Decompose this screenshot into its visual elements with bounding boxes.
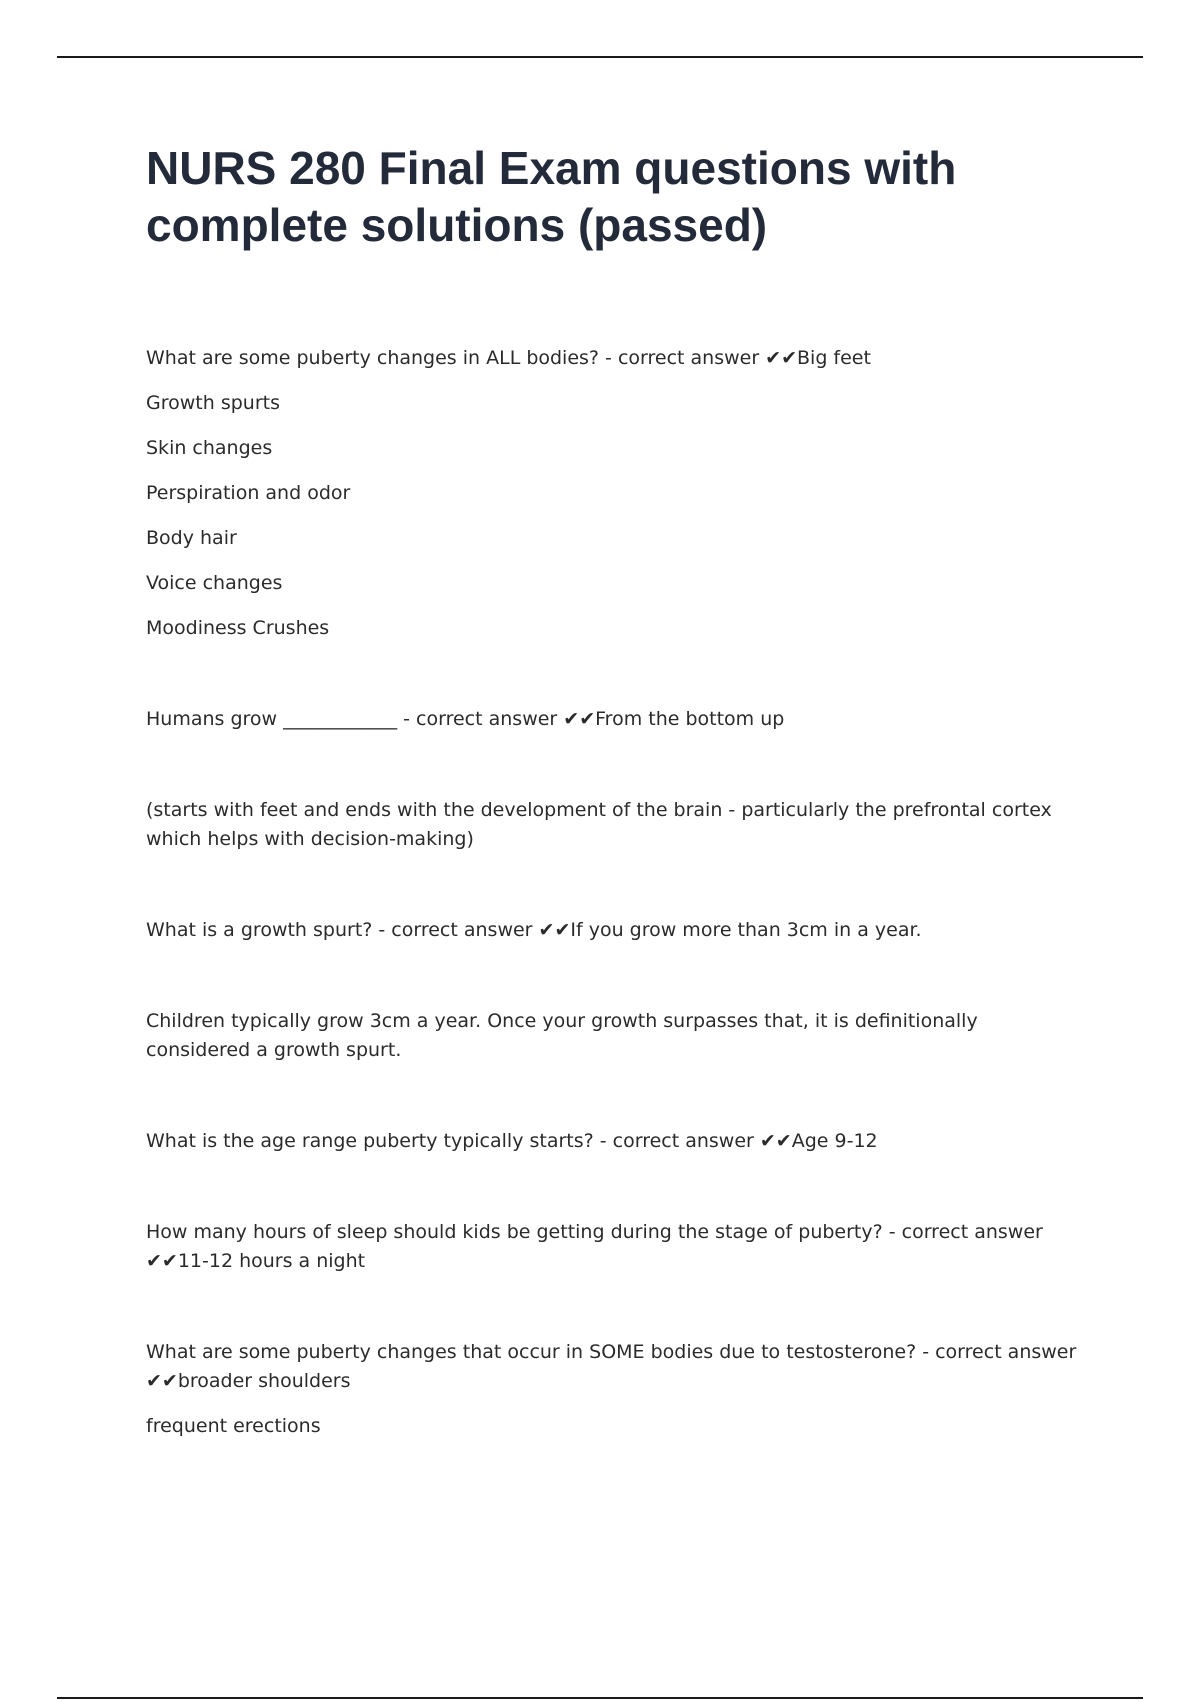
paragraph: Body hair: [146, 527, 237, 549]
paragraph: What are some puberty changes in ALL bodies? - correct answer ✔✔Big feet: [146, 347, 871, 369]
paragraph: Perspiration and odor: [146, 482, 351, 504]
paragraph: Moodiness Crushes: [146, 617, 330, 639]
paragraph: frequent erections: [146, 1415, 321, 1437]
paragraph: Growth spurts: [146, 392, 280, 414]
paragraph: What are some puberty changes that occur in SOME bodies due to testosterone? - correct answer ✔✔broader shoulders: [146, 1341, 1077, 1392]
document-title: NURS 280 Final Exam questions with complete solutions (passed): [146, 142, 957, 251]
paragraph: Voice changes: [146, 572, 283, 594]
paragraph: How many hours of sleep should kids be getting during the stage of puberty? - correct answer ✔✔11-12 hours a night: [146, 1221, 1043, 1272]
bottom-divider: [57, 1697, 1143, 1699]
paragraph: What is a growth spurt? - correct answer ✔✔If you grow more than 3cm in a year.: [146, 919, 922, 941]
paragraph: Humans grow ____________ - correct answer ✔✔From the bottom up: [146, 708, 785, 730]
paragraph: Children typically grow 3cm a year. Once your growth surpasses that, it is definitionally considered a growth spurt.: [146, 1010, 978, 1061]
paragraph: Skin changes: [146, 437, 273, 459]
paragraph: What is the age range puberty typically starts? - correct answer ✔✔Age 9-12: [146, 1130, 878, 1152]
top-divider: [57, 56, 1143, 58]
document-page: [146, 140, 1086, 1457]
document-body: [146, 344, 1086, 1441]
paragraph: (starts with feet and ends with the development of the brain - particularly the prefrontal cortex which helps with decision-making): [146, 799, 1052, 850]
